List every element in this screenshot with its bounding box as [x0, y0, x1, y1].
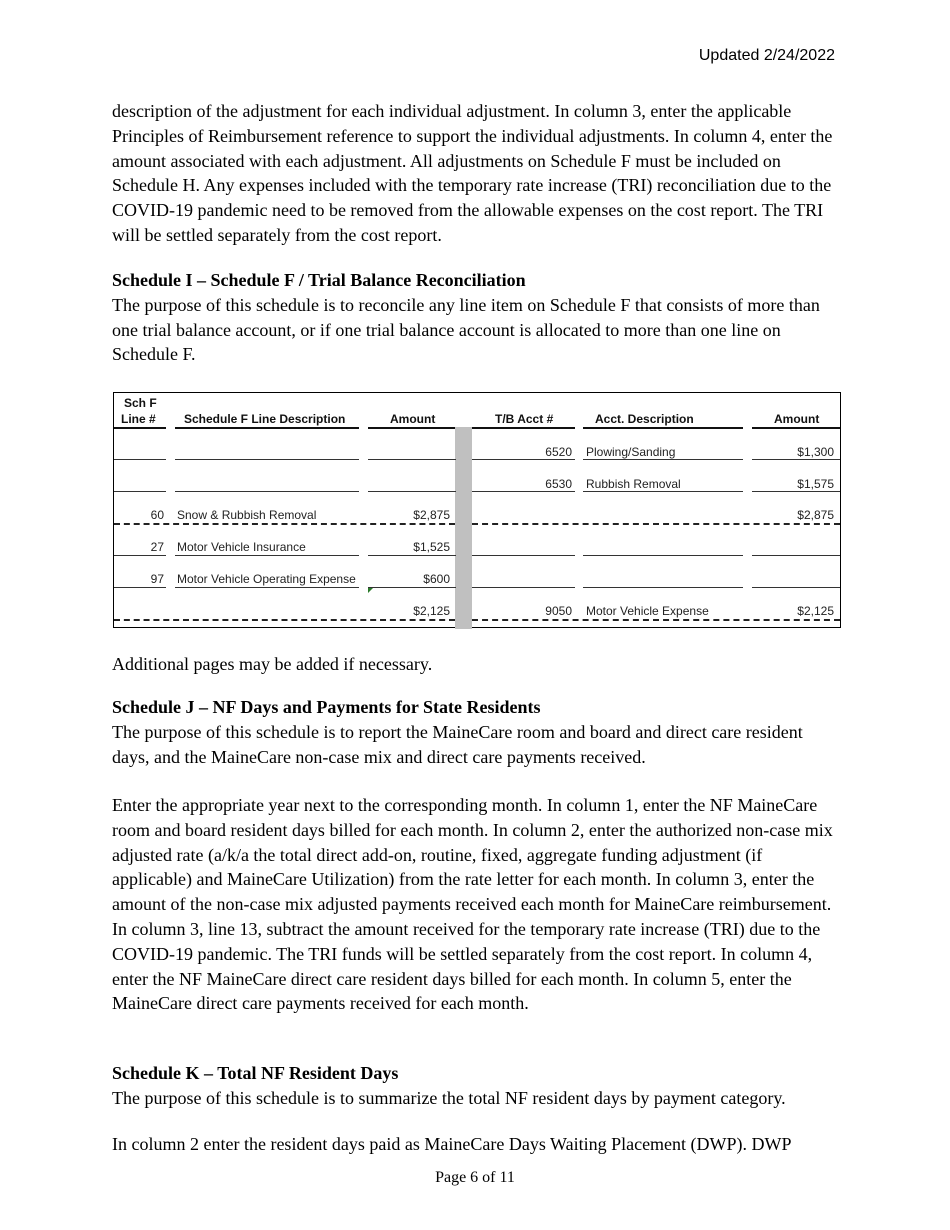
- additional-pages-note: Additional pages may be added if necessary.: [112, 654, 433, 674]
- schedule-i-body: The purpose of this schedule is to reconcile any line item on Schedule F that consists of more than one trial balance account, or if one trial balance account is allocated to more than one line on Schedule F.: [112, 294, 820, 365]
- header-amount-right: Amount: [774, 412, 820, 426]
- page-number: Page 6 of 11: [435, 1169, 515, 1186]
- schedule-j-body2: Enter the appropriate year next to the corresponding month. In column 1, enter the NF MaineCare room and board resident days billed for each month. In column 2, enter the authorized non-case mix adjusted rate (a/k/a the total direct add-on, routine, fixed, aggregate funding adjustment (if applicable) and MaineCare Utilization) from the rate letter for each month. In column 3, enter the amount of the non-case mix adjusted payments received each month for MaineCare reimbursement. In column 3, line 13, subtract the amount received for the temporary rate increase (TRI) due to the COVID-19 pandemic. The TRI funds will be settled separately from the cost report. In column 4, enter the NF MaineCare direct care resident days billed for each month. In column 5, enter the MaineCare direct care payments received for each month.: [112, 795, 833, 1014]
- row3-line: 60: [150, 508, 164, 522]
- row6-amount: $2,125: [413, 604, 450, 618]
- row2-tb-acct: 6530: [545, 477, 572, 491]
- row1-tb-acct: 6520: [545, 445, 572, 459]
- row3-amount-right: $2,875: [797, 508, 834, 522]
- row4-line: 27: [150, 540, 164, 554]
- row3-amount: $2,875: [413, 508, 450, 522]
- row6-amount-right: $2,125: [797, 604, 834, 618]
- row4-desc: Motor Vehicle Insurance: [177, 540, 306, 554]
- reconciliation-table: [113, 392, 841, 628]
- header-line-description: Schedule F Line Description: [184, 412, 346, 426]
- row6-tb-acct: 9050: [545, 604, 572, 618]
- row1-amount: $1,300: [797, 445, 834, 459]
- schedule-k-section: [112, 1061, 842, 1111]
- header-amount-left: Amount: [390, 412, 436, 426]
- header-sch-f: Sch F: [124, 396, 157, 410]
- row5-line: 97: [150, 572, 164, 586]
- schedule-i-heading: Schedule I – Schedule F / Trial Balance Reconciliation: [112, 270, 526, 290]
- schedule-j-body1: The purpose of this schedule is to report the MaineCare room and board and direct care resident days, and the MaineCare non-case mix and direct care payments received.: [112, 721, 803, 767]
- row3-desc: Snow & Rubbish Removal: [177, 508, 317, 522]
- schedule-k-heading: Schedule K – Total NF Resident Days: [112, 1063, 399, 1083]
- updated-date: Updated 2/24/2022: [698, 47, 835, 64]
- schedule-j-heading: Schedule J – NF Days and Payments for State Residents: [112, 697, 541, 717]
- separator-bar: [455, 427, 472, 629]
- intro-paragraph: description of the adjustment for each individual adjustment. In column 3, enter the applicable Principles of Reimbursement reference to support the individual adjustments. In column 4, enter the amount associated with each adjustment. All adjustments on Schedule F must be included on Schedule H. Any expenses included with the temporary rate increase (TRI) reconciliation due to the COVID-19 pandemic need to be removed from the allowable expenses on the cost report. The TRI will be settled separately from the cost report.: [112, 101, 833, 245]
- row5-amount: $600: [423, 572, 450, 586]
- schedule-j-section: [112, 695, 842, 769]
- header-line-number: Line #: [121, 412, 156, 426]
- row1-acct-desc: Plowing/Sanding: [586, 445, 676, 459]
- row2-amount: $1,575: [797, 477, 834, 491]
- row4-amount: $1,525: [413, 540, 450, 554]
- schedule-k-body1: The purpose of this schedule is to summarize the total NF resident days by payment category.: [112, 1087, 786, 1108]
- header-tb-acct: T/B Acct #: [495, 412, 554, 426]
- row2-acct-desc: Rubbish Removal: [586, 477, 681, 491]
- row6-acct-desc: Motor Vehicle Expense: [586, 604, 709, 618]
- schedule-k-body2: In column 2 enter the resident days paid as MaineCare Days Waiting Placement (DWP). DWP: [112, 1134, 792, 1154]
- header-acct-description: Acct. Description: [595, 412, 694, 426]
- row5-desc: Motor Vehicle Operating Expense: [177, 572, 356, 586]
- schedule-i-section: [112, 268, 842, 367]
